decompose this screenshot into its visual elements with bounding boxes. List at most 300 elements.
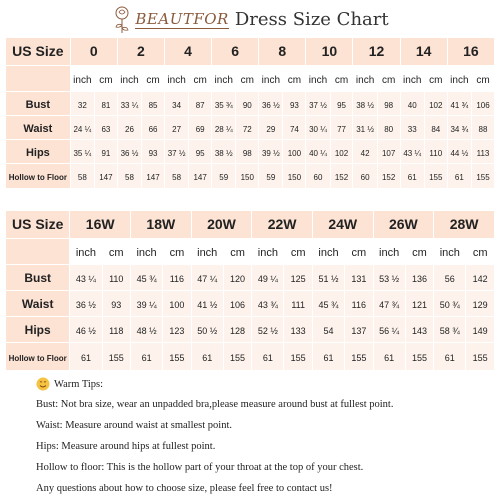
cm-value-cell: [466, 265, 495, 291]
tips-heading-row: [36, 374, 496, 394]
measure-value: 38 ½: [214, 148, 233, 158]
measure-value: 49 ¼: [257, 273, 278, 284]
measure-value: 106: [476, 100, 490, 110]
inch-value-cell: [312, 317, 344, 343]
measure-value: 58: [77, 173, 87, 182]
measure-value: 33: [407, 124, 417, 134]
us-size-text: US Size: [12, 42, 64, 59]
inch-value-cell: [131, 343, 163, 371]
cm-value-cell: [223, 317, 251, 343]
inch-value-cell: [353, 116, 377, 140]
unit-inch-cell: [131, 239, 163, 265]
inch-value-cell: [252, 291, 284, 317]
measure-value: 63: [101, 124, 111, 134]
unit-cm-cell: [424, 66, 447, 92]
measure-label-cell: [6, 265, 70, 291]
cm-value-cell: [377, 140, 400, 164]
unit-inch-cell: [70, 239, 102, 265]
measure-value: 147: [193, 173, 207, 182]
unit-inch-label: inch: [318, 246, 339, 259]
cm-value-cell: [405, 265, 433, 291]
unit-inch-label: inch: [73, 74, 92, 86]
measure-value: 116: [169, 273, 185, 284]
measure-value: 59: [266, 173, 276, 182]
unit-row-spacer: [6, 66, 71, 92]
inch-value-cell: [353, 164, 377, 189]
measure-value: 39 ½: [261, 148, 280, 158]
size-header-cell: [312, 211, 373, 239]
size-header-cell: [117, 38, 164, 66]
measure-value: 155: [290, 352, 306, 363]
inch-value-cell: [400, 140, 424, 164]
measure-value: 95: [337, 100, 346, 110]
cm-value-cell: [102, 317, 130, 343]
cm-value-cell: [189, 116, 212, 140]
cm-value-cell: [102, 343, 130, 371]
measure-label: Hips: [25, 146, 50, 159]
tip-bust: Bust: Not bra size, wear an unpadded bra,please measure around bust at fullest point.: [36, 399, 394, 410]
inch-value-cell: [306, 140, 330, 164]
measure-value: 142: [472, 273, 488, 284]
unit-cm-cell: [102, 239, 130, 265]
inch-value-cell: [434, 343, 466, 371]
inch-value-cell: [117, 164, 141, 189]
measure-value: 129: [472, 299, 488, 310]
measure-row: [6, 291, 495, 317]
size-label: 16W: [85, 215, 115, 232]
inch-value-cell: [353, 92, 377, 116]
measure-value: 31 ½: [356, 124, 374, 134]
measure-value: 110: [429, 148, 443, 158]
measure-value: 24 ¼: [73, 124, 92, 134]
cm-value-cell: [142, 116, 165, 140]
measure-value: 93: [148, 148, 158, 158]
measure-value: 61: [80, 352, 91, 363]
unit-inch-cell: [252, 239, 284, 265]
cm-value-cell: [189, 164, 212, 189]
size-header-cell: [306, 38, 353, 66]
cm-value-cell: [471, 164, 494, 189]
inch-value-cell: [131, 317, 163, 343]
unit-cm-label: cm: [351, 246, 367, 259]
unit-inch-label: inch: [136, 246, 157, 259]
inch-value-cell: [70, 116, 94, 140]
cm-value-cell: [284, 265, 312, 291]
cm-value-cell: [330, 116, 353, 140]
inch-value-cell: [252, 317, 284, 343]
measure-value: 118: [109, 325, 124, 336]
measure-label: Waist: [21, 296, 54, 311]
measure-value: 87: [195, 100, 205, 110]
measure-value: 128: [230, 325, 246, 336]
inch-value-cell: [373, 343, 405, 371]
unit-inch-label: inch: [379, 246, 400, 259]
measure-value: 60: [360, 173, 370, 182]
unit-inch-cell: [353, 66, 377, 92]
measure-value: 120: [230, 273, 246, 284]
cm-value-cell: [94, 164, 117, 189]
unit-cm-label: cm: [476, 74, 490, 86]
size-header-cell: [259, 38, 306, 66]
size-header-cell: [212, 38, 259, 66]
cm-value-cell: [345, 343, 373, 371]
cm-value-cell: [284, 291, 312, 317]
measure-value: 74: [289, 124, 299, 134]
measure-value: 40: [407, 100, 417, 110]
cm-value-cell: [471, 140, 494, 164]
measure-label: Hollow to Floor: [8, 353, 67, 363]
size-header-cell: [400, 38, 447, 66]
size-header-cell: [434, 211, 495, 239]
us-size-text: US Size: [12, 215, 64, 232]
inch-value-cell: [353, 140, 377, 164]
measure-value: 100: [169, 299, 185, 310]
measure-label-cell: [6, 116, 71, 140]
inch-value-cell: [447, 92, 471, 116]
cm-value-cell: [424, 140, 447, 164]
measure-value: 27: [172, 124, 182, 134]
measure-value: 61: [141, 352, 152, 363]
unit-cm-cell: [377, 66, 400, 92]
measure-label: Bust: [25, 98, 51, 111]
inch-value-cell: [306, 164, 330, 189]
measure-value: 149: [472, 325, 488, 336]
unit-inch-label: inch: [120, 74, 139, 86]
warm-tips: [36, 374, 496, 499]
unit-inch-label: inch: [308, 74, 328, 86]
inch-value-cell: [70, 140, 94, 164]
measure-value: 53 ½: [379, 273, 400, 284]
size-header-cell: [373, 211, 434, 239]
cm-value-cell: [345, 291, 373, 317]
inch-value-cell: [252, 343, 284, 371]
inch-value-cell: [312, 291, 344, 317]
cm-value-cell: [223, 265, 251, 291]
measure-value: 95: [195, 148, 205, 158]
measure-value: 133: [290, 325, 306, 336]
measure-value: 77: [337, 124, 346, 134]
unit-inch-label: inch: [355, 74, 375, 86]
measure-value: 33 ¼: [120, 100, 139, 110]
unit-inch-cell: [191, 239, 223, 265]
inch-value-cell: [164, 116, 188, 140]
cm-value-cell: [142, 164, 165, 189]
unit-inch-cell: [70, 66, 94, 92]
measure-row: [6, 164, 495, 189]
inch-value-cell: [191, 317, 223, 343]
measure-value: 81: [101, 100, 111, 110]
unit-row: [6, 66, 495, 92]
measure-value: 42: [360, 148, 370, 158]
size-header-cell: [131, 211, 192, 239]
measure-value: 61: [407, 173, 417, 182]
us-size-label: [6, 38, 71, 66]
cm-value-cell: [330, 140, 353, 164]
inch-value-cell: [117, 140, 141, 164]
inch-value-cell: [447, 164, 471, 189]
unit-inch-label: inch: [197, 246, 218, 259]
measure-value: 61: [454, 173, 464, 182]
inch-value-cell: [212, 164, 236, 189]
measure-value: 61: [384, 352, 395, 363]
inch-value-cell: [164, 164, 188, 189]
size-label: 22W: [267, 215, 297, 232]
inch-value-cell: [447, 140, 471, 164]
measure-value: 111: [291, 299, 306, 310]
cm-value-cell: [377, 164, 400, 189]
unit-cm-label: cm: [412, 246, 427, 259]
measure-value: 155: [108, 352, 124, 363]
unit-cm-label: cm: [240, 74, 254, 86]
size-header-row: [6, 38, 495, 66]
measure-value: 37 ½: [167, 148, 186, 158]
cm-value-cell: [330, 92, 353, 116]
inch-value-cell: [212, 92, 236, 116]
size-label: 18W: [146, 215, 176, 232]
measure-value: 58: [125, 173, 134, 182]
measure-value: 143: [411, 325, 427, 336]
measure-value: 116: [351, 299, 366, 310]
measure-row: [6, 92, 495, 116]
inch-value-cell: [259, 92, 283, 116]
size-header-cell: [164, 38, 211, 66]
inch-value-cell: [70, 164, 94, 189]
inch-value-cell: [259, 116, 283, 140]
measure-label-cell: [6, 92, 71, 116]
measure-value: 50 ½: [197, 325, 218, 336]
measure-value: 123: [169, 325, 185, 336]
inch-value-cell: [434, 317, 466, 343]
measure-label: Hollow to Floor: [8, 173, 67, 182]
cm-value-cell: [94, 116, 117, 140]
cm-value-cell: [102, 265, 130, 291]
size-header-cell: [70, 211, 131, 239]
measure-label: Waist: [23, 122, 53, 135]
cm-value-cell: [283, 92, 306, 116]
size-label: 10: [321, 42, 338, 59]
inch-value-cell: [70, 317, 102, 343]
measure-value: 47 ¼: [197, 273, 218, 284]
unit-inch-cell: [434, 239, 466, 265]
page-title: Dress Size Chart: [234, 8, 389, 30]
cm-value-cell: [94, 140, 117, 164]
size-header-row: [6, 211, 495, 239]
unit-inch-label: inch: [439, 246, 460, 259]
cm-value-cell: [466, 343, 495, 371]
measure-value: 41 ½: [197, 299, 218, 310]
measure-value: 45 ¾: [318, 299, 339, 310]
unit-cm-label: cm: [230, 246, 245, 259]
measure-value: 90: [242, 100, 252, 110]
size-label: 6: [231, 42, 240, 59]
inch-value-cell: [306, 92, 330, 116]
measure-value: 52 ½: [257, 325, 278, 336]
inch-value-cell: [117, 116, 141, 140]
smiley-icon: [36, 377, 50, 391]
unit-cm-cell: [284, 239, 312, 265]
measure-value: 61: [323, 352, 334, 363]
measure-value: 121: [411, 299, 427, 310]
measure-label-cell: [6, 343, 70, 371]
measure-value: 98: [384, 100, 394, 110]
cm-value-cell: [405, 343, 433, 371]
unit-inch-cell: [259, 66, 283, 92]
measure-value: 34: [172, 100, 182, 110]
inch-value-cell: [306, 116, 330, 140]
cm-value-cell: [223, 343, 251, 371]
cm-value-cell: [330, 164, 353, 189]
measure-value: 155: [476, 173, 490, 182]
cm-value-cell: [142, 92, 165, 116]
measure-value: 29: [266, 124, 276, 134]
cm-value-cell: [236, 92, 259, 116]
cm-value-cell: [377, 92, 400, 116]
measure-value: 43 ¾: [257, 299, 278, 310]
measure-value: 137: [351, 325, 367, 336]
cm-value-cell: [345, 317, 373, 343]
measure-value: 84: [431, 124, 441, 134]
measure-value: 54: [323, 325, 334, 336]
unit-inch-cell: [400, 66, 424, 92]
measure-value: 47 ¾: [379, 299, 400, 310]
size-label: 28W: [449, 215, 479, 232]
measure-value: 155: [429, 173, 443, 182]
cm-value-cell: [102, 291, 130, 317]
measure-value: 66: [148, 124, 158, 134]
inch-value-cell: [212, 140, 236, 164]
unit-cm-label: cm: [472, 246, 488, 259]
unit-cm-label: cm: [381, 74, 396, 86]
measure-value: 150: [287, 173, 302, 182]
measure-value: 107: [381, 148, 396, 158]
inch-value-cell: [70, 291, 102, 317]
measure-value: 36 ½: [75, 299, 96, 310]
unit-inch-label: inch: [214, 74, 233, 86]
tips-heading: Warm Tips:: [54, 378, 104, 390]
measure-value: 147: [146, 173, 160, 182]
unit-inch-label: inch: [167, 74, 186, 86]
measure-value: 152: [334, 173, 349, 182]
inch-value-cell: [191, 265, 223, 291]
measure-value: 60: [313, 173, 323, 182]
rose-logo-icon: [111, 4, 133, 34]
measure-value: 102: [334, 148, 349, 158]
size-label: 24W: [328, 215, 358, 232]
measure-value: 100: [287, 148, 302, 158]
unit-cm-label: cm: [334, 74, 349, 86]
size-table-plus: [5, 210, 495, 371]
inch-value-cell: [400, 116, 424, 140]
inch-value-cell: [373, 265, 405, 291]
inch-value-cell: [70, 343, 102, 371]
measure-row: [6, 343, 495, 371]
unit-cm-label: cm: [99, 74, 113, 86]
cm-value-cell: [236, 140, 259, 164]
inch-value-cell: [434, 291, 466, 317]
measure-value: 98: [242, 148, 252, 158]
brand-name: BEAUTFOR: [135, 9, 229, 28]
measure-value: 46 ½: [75, 325, 96, 336]
inch-value-cell: [259, 140, 283, 164]
size-label: 8: [278, 42, 287, 59]
measure-value: 40 ¼: [309, 148, 327, 158]
unit-inch-cell: [212, 66, 236, 92]
measure-value: 69: [195, 124, 205, 134]
measure-value: 106: [230, 299, 246, 310]
size-label: 4: [184, 42, 192, 59]
measure-value: 61: [262, 352, 273, 363]
measure-value: 37 ½: [309, 100, 327, 110]
unit-cm-cell: [466, 239, 495, 265]
measure-value: 32: [77, 100, 87, 110]
size-label: 2: [137, 42, 145, 59]
inch-value-cell: [312, 343, 344, 371]
cm-value-cell: [466, 291, 495, 317]
unit-cm-label: cm: [193, 74, 207, 86]
size-header-cell: [353, 38, 400, 66]
cm-value-cell: [283, 116, 306, 140]
measure-value: 80: [384, 124, 394, 134]
cm-value-cell: [471, 116, 494, 140]
measure-value: 155: [472, 352, 488, 363]
us-size-label: [6, 211, 70, 239]
measure-value: 85: [148, 100, 158, 110]
unit-inch-cell: [312, 239, 344, 265]
size-table-standard: [5, 37, 495, 189]
unit-inch-cell: [373, 239, 405, 265]
unit-cm-cell: [405, 239, 433, 265]
chart-header: [0, 0, 500, 38]
inch-value-cell: [131, 291, 163, 317]
inch-value-cell: [191, 343, 223, 371]
cm-value-cell: [94, 92, 117, 116]
measure-value: 155: [351, 352, 367, 363]
measure-row: [6, 265, 495, 291]
size-label: 16: [463, 42, 479, 59]
unit-cm-cell: [163, 239, 191, 265]
unit-cm-label: cm: [108, 246, 124, 259]
size-label: 20W: [207, 215, 236, 232]
unit-cm-label: cm: [287, 74, 302, 86]
measure-label-cell: [6, 140, 71, 164]
tip-waist: Waist: Measure around waist at smallest point.: [36, 420, 232, 431]
cm-value-cell: [163, 317, 191, 343]
measure-label: Hips: [24, 322, 51, 337]
cm-value-cell: [163, 291, 191, 317]
cm-value-cell: [283, 140, 306, 164]
measure-value: 58: [172, 173, 182, 182]
size-label: 12: [368, 42, 385, 59]
inch-value-cell: [70, 265, 102, 291]
measure-row: [6, 317, 495, 343]
measure-value: 102: [429, 100, 443, 110]
cm-value-cell: [163, 343, 191, 371]
inch-value-cell: [252, 265, 284, 291]
measure-value: 61: [444, 352, 455, 363]
measure-value: 38 ½: [356, 100, 374, 110]
measure-value: 39 ¼: [136, 299, 157, 310]
size-label: 26W: [388, 215, 418, 232]
measure-value: 48 ½: [136, 325, 157, 336]
measure-value: 56: [444, 273, 455, 284]
cm-value-cell: [163, 265, 191, 291]
cm-value-cell: [424, 92, 447, 116]
unit-inch-cell: [306, 66, 330, 92]
inch-value-cell: [312, 265, 344, 291]
inch-value-cell: [70, 92, 94, 116]
measure-value: 155: [169, 352, 185, 363]
unit-cm-cell: [94, 66, 117, 92]
